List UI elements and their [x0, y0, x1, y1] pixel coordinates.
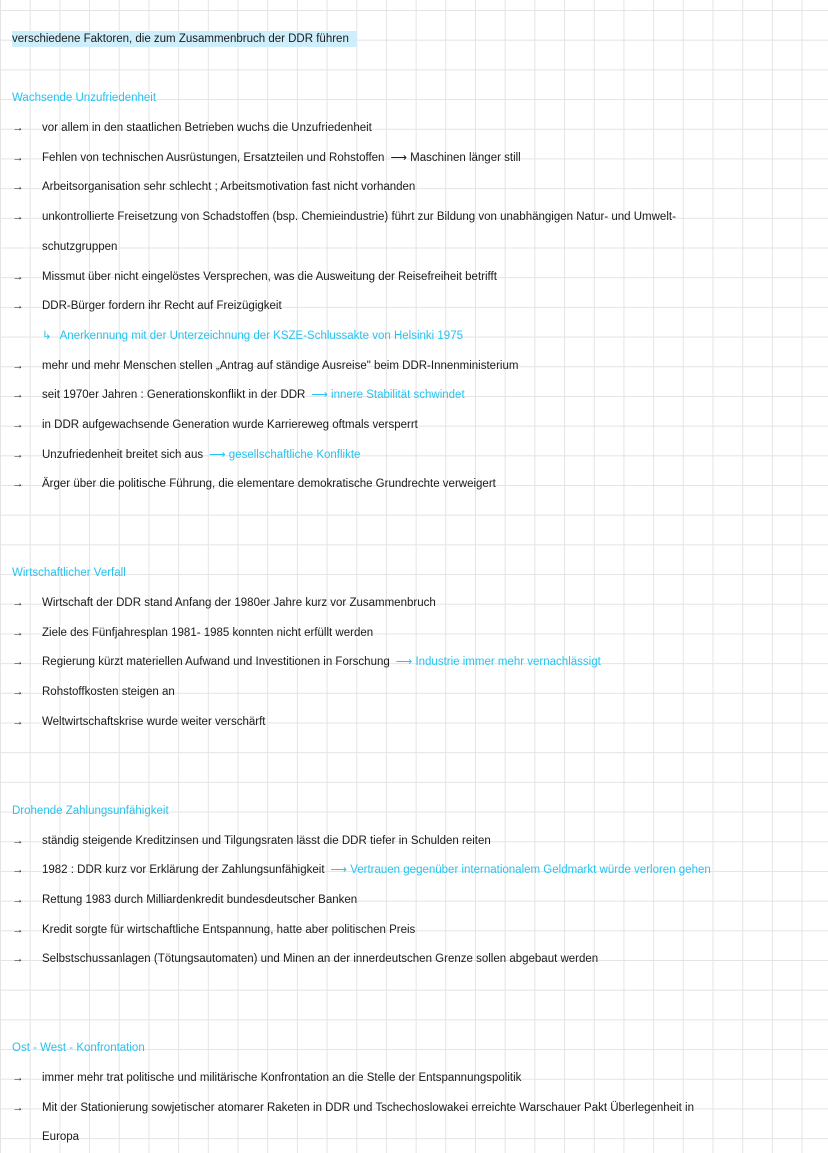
item-main-text: DDR-Bürger fordern ihr Recht auf Freizügigkeit	[42, 300, 282, 313]
list-item	[0, 173, 828, 203]
item-text	[42, 856, 711, 886]
arrow-right-icon: →	[12, 923, 24, 936]
item-continuation-text: schutzgruppen	[42, 240, 118, 253]
item-text	[42, 886, 357, 916]
list-item	[0, 381, 828, 411]
item-main-text: in DDR aufgewachsende Generation wurde Karriereweg oftmals versperrt	[42, 418, 418, 431]
blank-line	[0, 530, 828, 560]
arrow-right-icon: →	[12, 626, 24, 639]
item-result-text: ⟶ gesellschaftliche Konflikte	[209, 448, 361, 461]
arrow-right-icon: →	[12, 359, 24, 372]
item-main-text: ständig steigende Kreditzinsen und Tilgungsraten lässt die DDR tiefer in Schulden reiten	[42, 834, 491, 847]
arrow-right-icon: →	[12, 715, 24, 728]
item-main-text: mehr und mehr Menschen stellen „Antrag auf ständige Ausreise" beim DDR-Innenministerium	[42, 359, 519, 372]
blank-line	[0, 975, 828, 1005]
list-item-continuation	[0, 1123, 828, 1153]
list-item	[0, 708, 828, 738]
item-main-text: Unzufriedenheit breitet sich aus	[42, 448, 204, 461]
item-text	[42, 648, 601, 678]
arrow-right-icon: →	[12, 181, 24, 194]
list-item	[0, 945, 828, 975]
item-main-text: Fehlen von technischen Ausrüstungen, Ersatzteilen und Rohstoffen	[42, 151, 385, 164]
item-main-text: Regierung kürzt materiellen Aufwand und Investitionen in Forschung	[42, 656, 390, 669]
list-item	[0, 619, 828, 649]
item-text	[42, 827, 491, 857]
blank-line	[0, 767, 828, 797]
section-heading: Wachsende Unzufriedenheit	[12, 92, 157, 105]
blank-line	[0, 1005, 828, 1035]
sub-note	[0, 322, 828, 352]
arrow-right-icon: →	[12, 270, 24, 283]
arrow-right-icon: →	[12, 300, 24, 313]
title-text: verschiedene Faktoren, die zum Zusammenbruch der DDR führen	[12, 31, 357, 47]
item-text	[42, 203, 676, 233]
arrow-right-icon: →	[12, 448, 24, 461]
arrow-right-icon: →	[12, 656, 24, 669]
list-item-continuation	[0, 233, 828, 263]
item-result-text: ⟶ innere Stabilität schwindet	[311, 389, 465, 402]
list-item	[0, 292, 828, 322]
list-item	[0, 856, 828, 886]
arrow-right-icon: →	[12, 151, 24, 164]
item-text	[42, 708, 265, 738]
item-text	[42, 144, 521, 174]
section-heading: Drohende Zahlungsunfähigkeit	[12, 804, 169, 817]
section-heading: Wirtschaftlicher Verfall	[12, 567, 126, 580]
arrow-right-icon: →	[12, 686, 24, 699]
item-main-text: unkontrollierte Freisetzung von Schadstoffen (bsp. Chemieindustrie) führt zur Bildung von unabhängigen Natur- und Umwelt-	[42, 211, 676, 224]
list-item	[0, 1094, 828, 1124]
arrow-right-icon: →	[12, 389, 24, 402]
item-main-text: Ziele des Fünfjahresplan 1981- 1985 konnten nicht erfüllt werden	[42, 626, 374, 639]
item-text	[42, 470, 496, 500]
list-item	[0, 352, 828, 382]
item-text	[42, 678, 175, 708]
item-main-text: 1982 : DDR kurz vor Erklärung der Zahlungsunfähigkeit	[42, 864, 325, 877]
item-main-text: Rohstoffkosten steigen an	[42, 686, 175, 699]
item-result-text: ⟶ Maschinen länger still	[390, 151, 521, 164]
list-item	[0, 114, 828, 144]
item-main-text: Rettung 1983 durch Milliardenkredit bundesdeutscher Banken	[42, 893, 358, 906]
arrow-right-icon: →	[12, 953, 24, 966]
item-main-text: seit 1970er Jahren : Generationskonflikt in der DDR	[42, 389, 306, 402]
item-text	[42, 114, 372, 144]
list-item	[0, 589, 828, 619]
item-text	[42, 263, 497, 293]
blank-line	[0, 738, 828, 768]
list-item	[0, 886, 828, 916]
list-item	[0, 203, 828, 233]
list-item	[0, 144, 828, 174]
list-item	[0, 1064, 828, 1094]
arrow-right-icon: →	[12, 418, 24, 431]
item-text	[42, 292, 282, 322]
item-main-text: vor allem in den staatlichen Betrieben wuchs die Unzufriedenheit	[42, 122, 372, 135]
list-item	[0, 470, 828, 500]
item-main-text: Missmut über nicht eingelöstes Versprechen, was die Ausweitung der Reisefreiheit betrifft	[42, 270, 497, 283]
item-main-text: Mit der Stationierung sowjetischer atomarer Raketen in DDR und Tschechoslowakei erreichte Warschauer Pakt Überlegenheit in	[42, 1101, 694, 1114]
arrow-right-icon: →	[12, 1101, 24, 1114]
item-main-text: Arbeitsorganisation sehr schlecht ; Arbeitsmotivation fast nicht vorhanden	[42, 181, 416, 194]
hook-arrow-icon: ↳	[42, 329, 52, 342]
list-item	[0, 827, 828, 857]
note-page	[0, 25, 828, 1153]
sub-note-content	[42, 322, 463, 352]
item-text	[42, 1094, 694, 1124]
list-item	[0, 263, 828, 293]
item-text	[42, 589, 436, 619]
item-result-text: ⟶ Industrie immer mehr vernachlässigt	[395, 656, 601, 669]
arrow-right-icon: →	[12, 478, 24, 491]
arrow-right-icon: →	[12, 864, 24, 877]
item-text	[42, 441, 360, 471]
item-text	[42, 411, 418, 441]
arrow-right-icon: →	[12, 893, 24, 906]
item-text	[42, 352, 518, 382]
item-text	[42, 1064, 521, 1094]
item-text	[42, 945, 598, 975]
item-main-text: immer mehr trat politische und militärische Konfrontation an die Stelle der Entspannungspolitik	[42, 1072, 522, 1085]
arrow-right-icon: →	[12, 597, 24, 610]
item-text	[42, 619, 373, 649]
item-main-text: Selbstschussanlagen (Tötungsautomaten) und Minen an der innerdeutschen Grenze sollen abgebaut werden	[42, 953, 599, 966]
list-item	[0, 441, 828, 471]
blank-line	[0, 55, 828, 85]
list-item	[0, 916, 828, 946]
list-item	[0, 648, 828, 678]
section-heading: Ost - West - Konfrontation	[12, 1042, 145, 1055]
arrow-right-icon: →	[12, 1072, 24, 1085]
item-result-text: ⟶ Vertrauen gegenüber internationalem Geldmarkt würde verloren gehen	[330, 864, 711, 877]
arrow-right-icon: →	[12, 211, 24, 224]
item-main-text: Kredit sorgte für wirtschaftliche Entspannung, hatte aber politischen Preis	[42, 923, 416, 936]
arrow-right-icon: →	[12, 834, 24, 847]
item-continuation-text: Europa	[42, 1131, 80, 1144]
list-item	[0, 411, 828, 441]
arrow-right-icon: →	[12, 122, 24, 135]
item-main-text: Wirtschaft der DDR stand Anfang der 1980er Jahre kurz vor Zusammenbruch	[42, 597, 436, 610]
list-item	[0, 678, 828, 708]
page-title	[0, 25, 828, 55]
item-main-text: Weltwirtschaftskrise wurde weiter verschärft	[42, 715, 266, 728]
item-main-text: Ärger über die politische Führung, die elementare demokratische Grundrechte verweigert	[42, 478, 496, 491]
item-text	[42, 173, 415, 203]
sub-note-text: Anerkennung mit der Unterzeichnung der KSZE-Schlussakte von Helsinki 1975	[59, 329, 463, 342]
item-text	[42, 916, 415, 946]
blank-line	[0, 500, 828, 530]
item-text	[42, 381, 465, 411]
